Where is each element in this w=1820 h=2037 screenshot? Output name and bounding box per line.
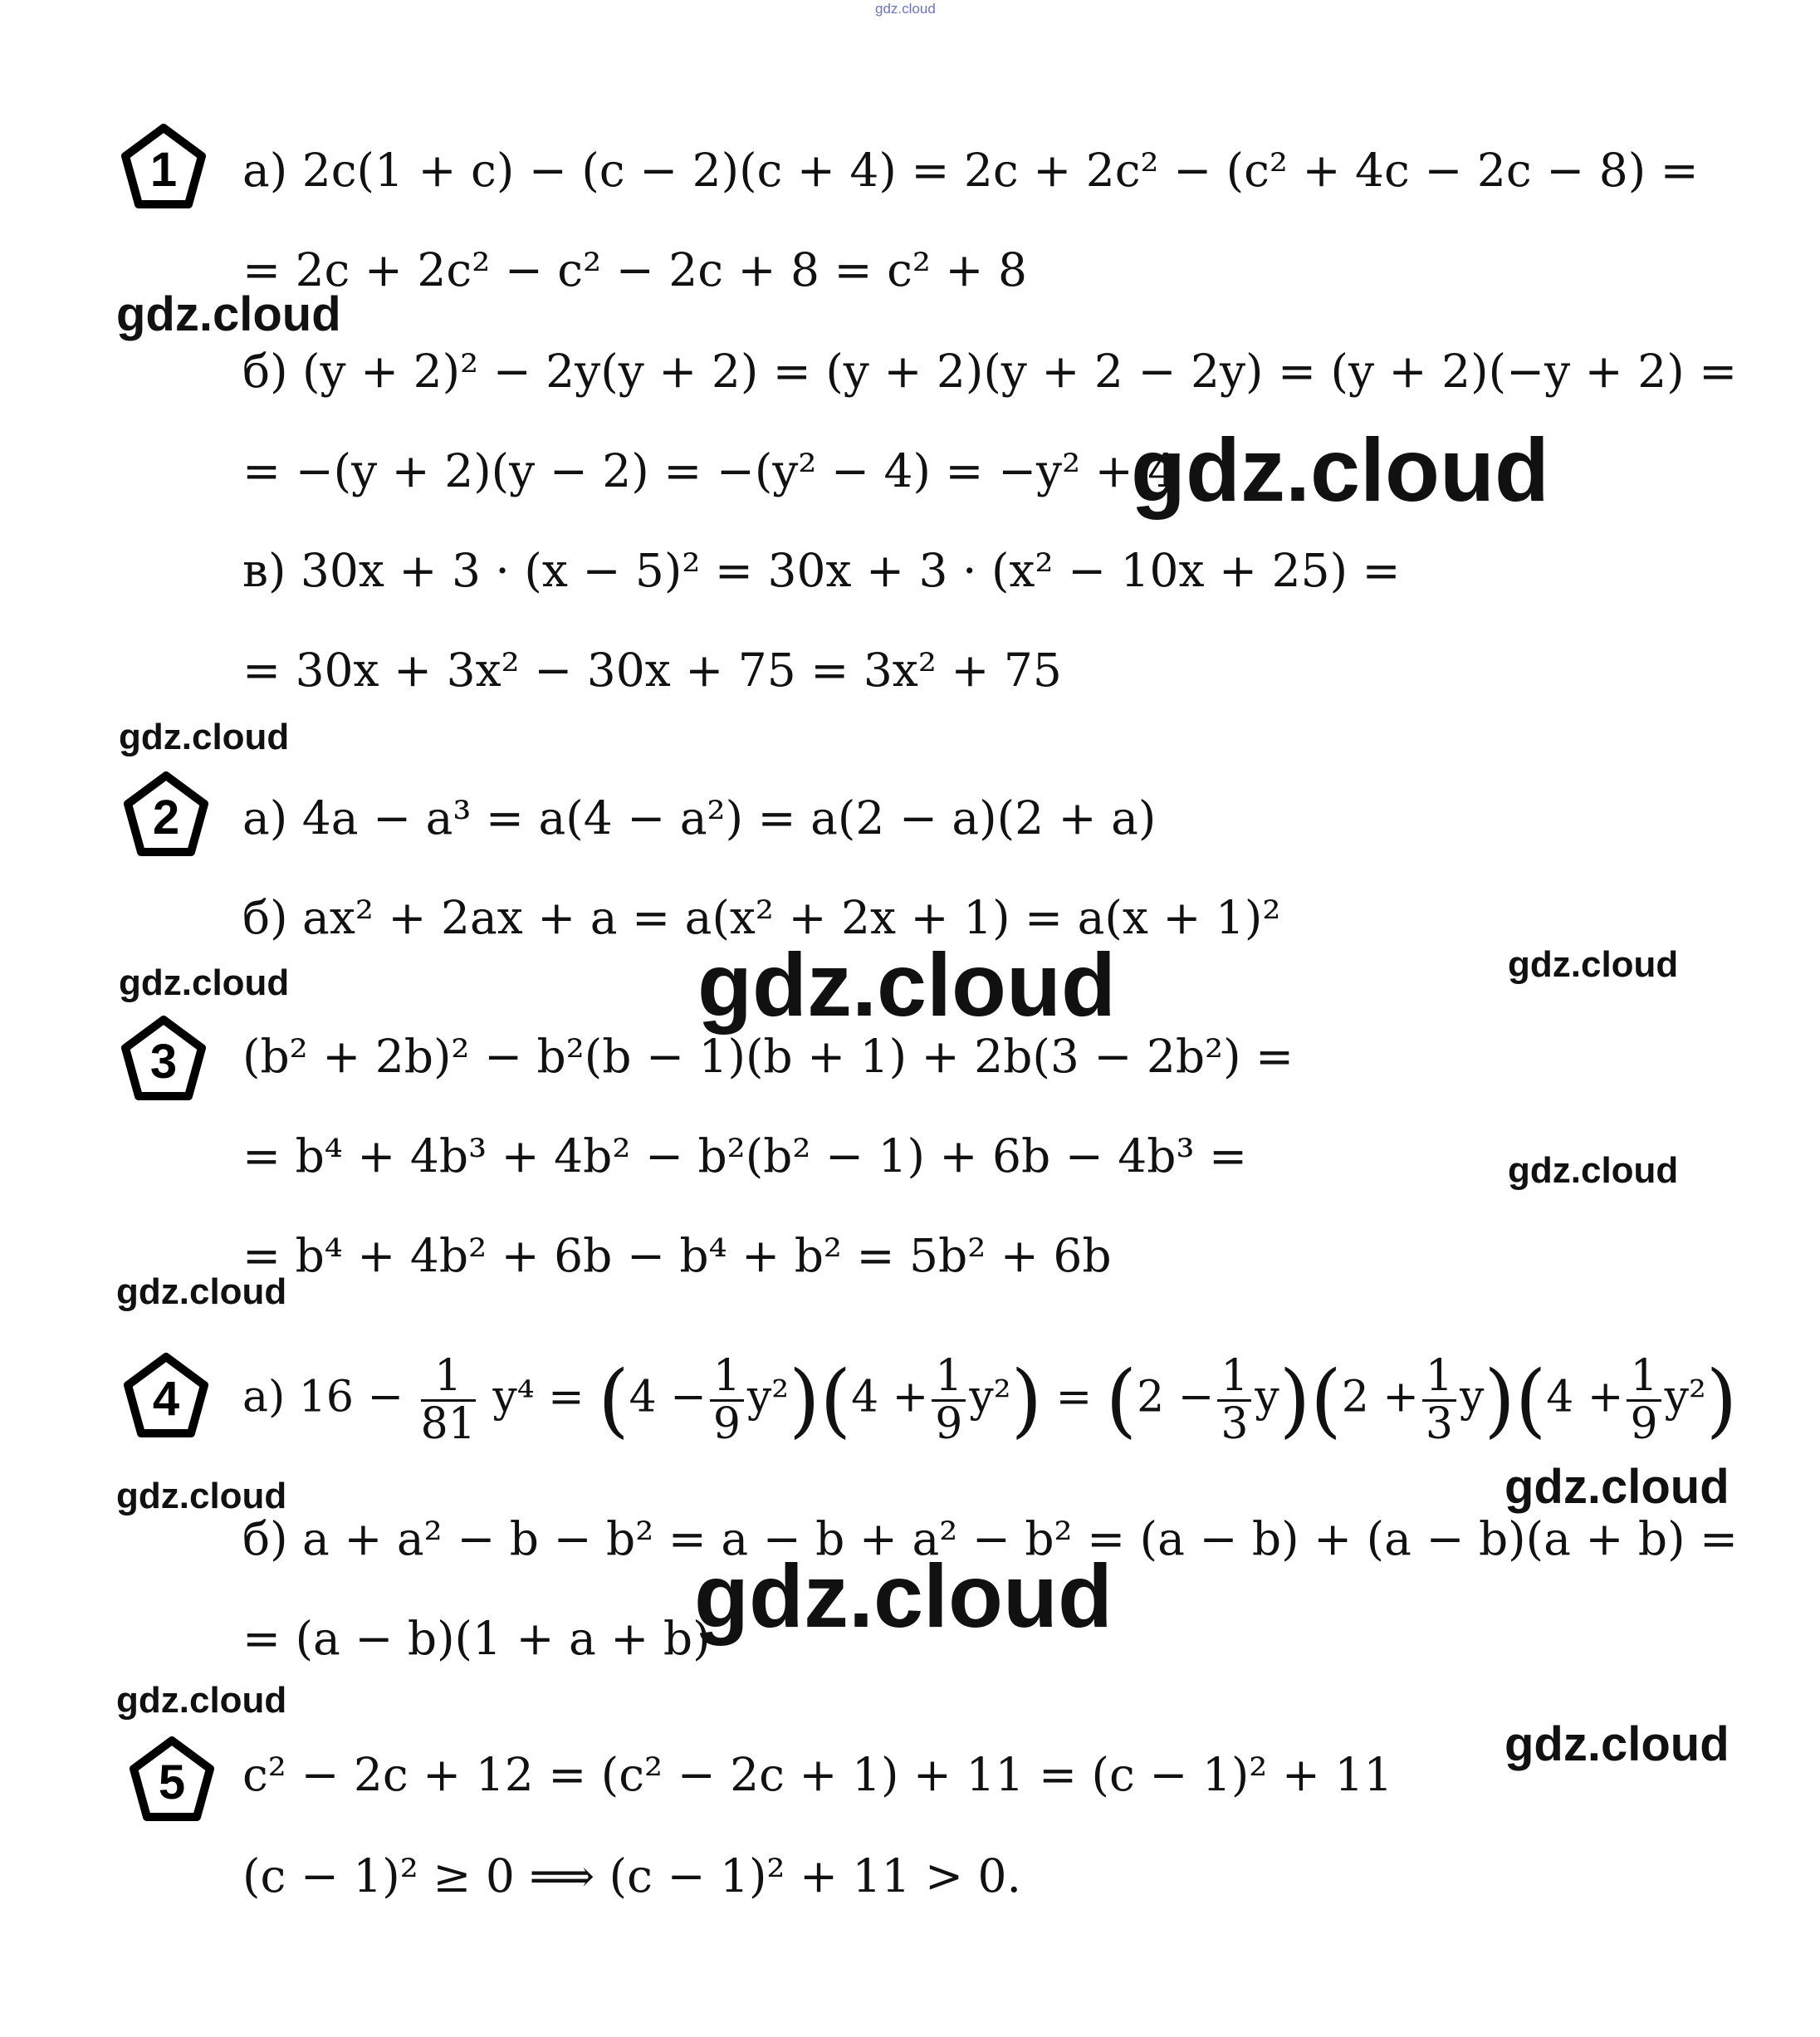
- watermark: gdz.cloud: [1508, 1150, 1679, 1191]
- fraction: $\frac{1}{9}$: [1627, 1354, 1661, 1447]
- problem-2-line-b: б) ax² + 2ax + a = a(x² + 2x + 1) = a(x + 1)²: [242, 891, 1281, 944]
- problem-1-line-c1: в) 30x + 3 · (x − 5)² = 30x + 3 · (x² − 10x + 25) =: [242, 544, 1401, 597]
- problem-1-line-a2: = 2c + 2c² − c² − 2c + 8 = c² + 8: [242, 243, 1027, 296]
- problem-1-line-a1: а) 2c(1 + c) − (c − 2)(c + 4) = 2c + 2c² − (c² + 4c − 2c − 8) =: [242, 144, 1699, 197]
- fraction: $\frac{1}{3}$: [1217, 1354, 1251, 1447]
- watermark: gdz.cloud: [116, 1476, 287, 1516]
- fraction: $\frac{1}{9}$: [932, 1354, 966, 1447]
- problem-5-line-2: (c − 1)² ≥ 0 ⟹ (c − 1)² + 11 > 0.: [242, 1849, 1022, 1902]
- problem-3-badge: [120, 1015, 208, 1102]
- problem-4-line-b1: б) a + a² − b − b² = a − b + a² − b² = (a − b) + (a − b)(a + b) =: [242, 1512, 1739, 1565]
- watermark: gdz.cloud: [116, 1271, 287, 1312]
- watermark: gdz.cloud: [1504, 1460, 1729, 1514]
- problem-1-line-b1: б) (y + 2)² − 2y(y + 2) = (y + 2)(y + 2 − 2y) = (y + 2)(−y + 2) =: [242, 345, 1738, 398]
- expr-part: y⁴ =: [492, 1372, 585, 1422]
- problem-4-line-b2: = (a − b)(1 + a + b): [242, 1612, 711, 1665]
- problem-4-badge: [123, 1352, 210, 1439]
- watermark: gdz.cloud: [694, 1545, 1113, 1646]
- problem-number: 4: [152, 1372, 180, 1426]
- problem-2-line-a: а) 4a − a³ = a(4 − a²) = a(2 − a)(2 + a): [242, 791, 1157, 845]
- problem-number: 1: [149, 143, 178, 197]
- fraction: $\frac{1}{3}$: [1422, 1354, 1456, 1447]
- pentagon-icon: [120, 1015, 208, 1102]
- problem-3-line-3: = b⁴ + 4b² + 6b − b⁴ + b² = 5b² + 6b: [242, 1229, 1112, 1282]
- watermark: gdz.cloud: [116, 287, 341, 341]
- pentagon-icon: [123, 1352, 210, 1439]
- problem-1-badge: [120, 123, 208, 210]
- problem-3-line-1: (b² + 2b)² − b²(b − 1)(b + 1) + 2b(3 − 2b²) =: [242, 1030, 1294, 1083]
- problem-number: 2: [152, 791, 180, 845]
- fraction: $\frac{1}{81}$: [420, 1351, 476, 1449]
- problem-number: 3: [149, 1035, 178, 1089]
- problem-1-line-b2: = −(y + 2)(y − 2) = −(y² − 4) = −y² + 4: [242, 444, 1177, 497]
- pentagon-icon: [123, 771, 210, 858]
- pentagon-icon: [120, 123, 208, 210]
- problem-4-line-a: а) 16 − $\frac{1}{81}$ y⁴ = (4 − $\frac{1}{9}$ y²)(4 + $\frac{1}{9}$ y²) = (2 − $\frac{1}{3}$ y)(2 + $\frac{1}{3}$ y)(4 + $\frac{1}{9}$ y²): [242, 1351, 1738, 1449]
- watermark-top: gdz.cloud: [875, 1, 936, 17]
- problem-1-line-c2: = 30x + 3x² − 30x + 75 = 3x² + 75: [242, 644, 1062, 697]
- watermark: gdz.cloud: [1508, 944, 1679, 985]
- fraction: $\frac{1}{9}$: [710, 1354, 744, 1447]
- watermark: gdz.cloud: [119, 717, 290, 757]
- problem-5-badge: [129, 1736, 216, 1823]
- watermark: gdz.cloud: [116, 1680, 287, 1721]
- watermark: gdz.cloud: [119, 962, 290, 1003]
- problem-3-line-2: = b⁴ + 4b³ + 4b² − b²(b² − 1) + 6b − 4b³ =: [242, 1129, 1248, 1183]
- pentagon-icon: [129, 1736, 216, 1823]
- problem-5-line-1: c² − 2c + 12 = (c² − 2c + 1) + 11 = (c − 1)² + 11: [242, 1748, 1393, 1801]
- watermark: gdz.cloud: [697, 934, 1116, 1035]
- problem-number: 5: [158, 1755, 186, 1809]
- watermark: gdz.cloud: [1504, 1717, 1729, 1771]
- expr-part: а) 16 −: [242, 1372, 404, 1422]
- problem-2-badge: [123, 771, 210, 858]
- watermark: gdz.cloud: [1131, 419, 1549, 520]
